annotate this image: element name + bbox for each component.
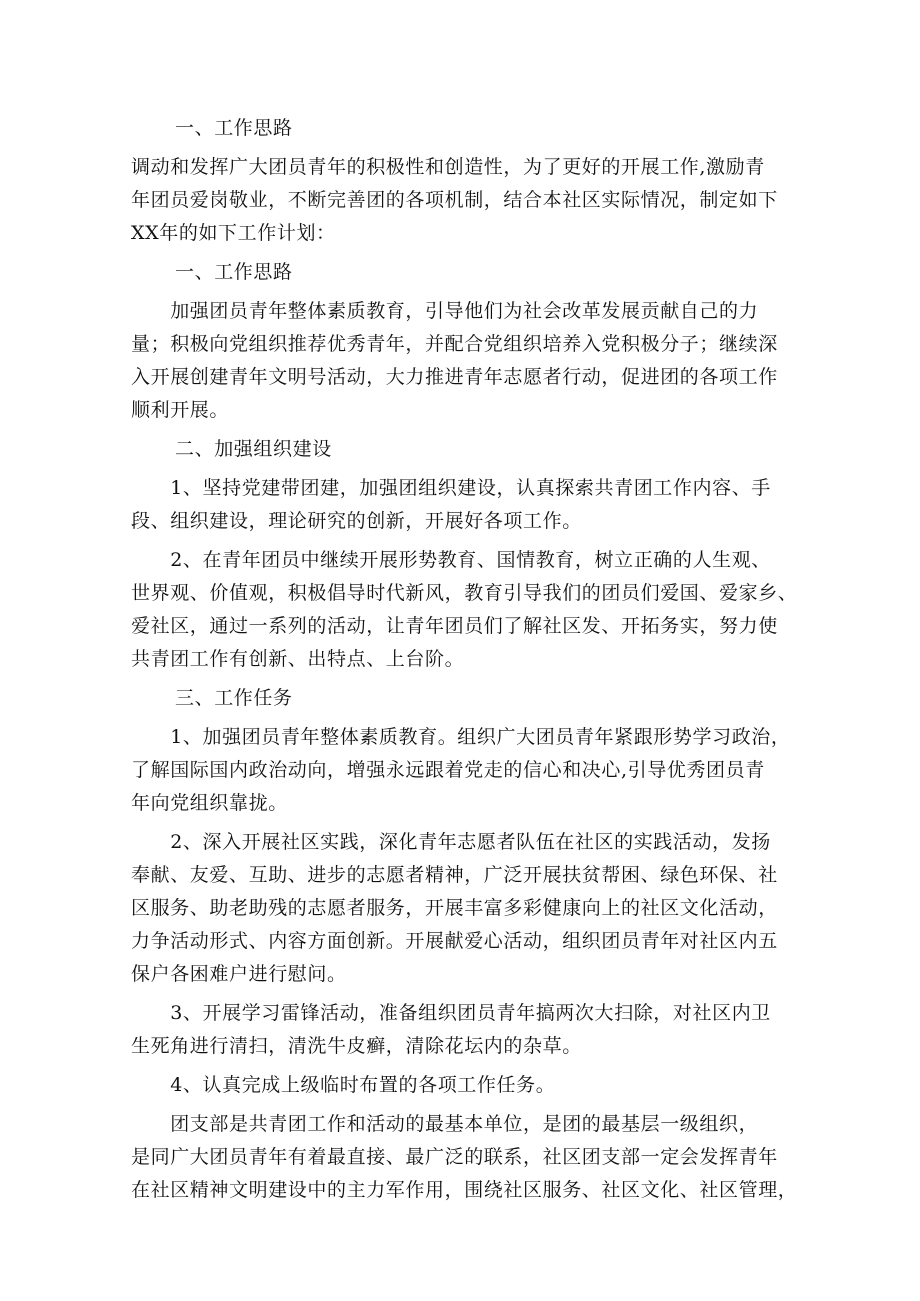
paragraph-line: 共青团工作有创新、出特点、上台阶。 [131, 648, 465, 670]
paragraph-line: 2、深入开展社区实践，深化青年志愿者队伍在社区的实践活动，发扬 [131, 831, 771, 853]
paragraph-line: 力争活动形式、内容方面创新。开展献爱心活动，组织团员青年对社区内五 [131, 930, 778, 952]
paragraph-line: 顺利开展。 [131, 399, 230, 421]
paragraph-line: 3、开展学习雷锋活动，准备组织团员青年搞两次大扫除，对社区内卫 [131, 1002, 771, 1024]
paragraph-line: 4、认真完成上级临时布置的各项工作任务。 [131, 1074, 556, 1096]
heading-text: 三、工作任务 [175, 687, 293, 709]
paragraph-line: 加强团员青年整体素质教育，引导他们为社会改革发展贡献自己的力 [131, 300, 759, 322]
heading-text: 一、工作思路 [175, 117, 293, 139]
section-heading [131, 256, 791, 289]
paragraph-line: 世界观、价值观，积极倡导时代新风，教育引导我们的团员们爱国、爱家乡、 [131, 582, 798, 604]
section-heading [131, 682, 791, 715]
paragraph-line: 保户各困难户进行慰问。 [131, 963, 347, 985]
paragraph-line: XX年的如下工作计划： [131, 222, 336, 244]
heading-text: 一、工作思路 [175, 261, 293, 283]
paragraph-line: 了解国际国内政治动向，增强永远跟着党走的信心和决心,引导优秀团员青 [131, 759, 765, 781]
paragraph-line: 区服务、助老助残的志愿者服务，开展丰富多彩健康向上的社区文化活动， [131, 897, 778, 919]
paragraph [131, 721, 791, 820]
paragraph [131, 1108, 798, 1207]
paragraph-line: 段、组织建设，理论研究的创新，开展好各项工作。 [131, 510, 582, 532]
paragraph-line: 年团员爱岗敬业，不断完善团的各项机制，结合本社区实际情况，制定如下 [131, 189, 778, 211]
paragraph-line: 奉献、友爱、互助、进步的志愿者精神，广泛开展扶贫帮困、绿色环保、社 [131, 864, 778, 886]
paragraph-line: 调动和发挥广大团员青年的积极性和创造性，为了更好的开展工作,激励青 [131, 156, 765, 178]
paragraph-line: 量；积极向党组织推荐优秀青年，并配合党组织培养入党积极分子；继续深 [131, 333, 778, 355]
paragraph [131, 295, 791, 427]
paragraph-line: 2、在青年团员中继续开展形势教育、国情教育，树立正确的人生观、 [131, 549, 771, 571]
paragraph-line: 是同广大团员青年有着最直接、最广泛的联系，社区团支部一定会发挥青年 [131, 1146, 778, 1168]
paragraph [131, 472, 791, 538]
paragraph [131, 544, 798, 676]
paragraph-line: 在社区精神文明建设中的主力军作用，围绕社区服务、社区文化、社区管理， [131, 1179, 798, 1201]
section-heading [131, 112, 791, 145]
paragraph [131, 826, 791, 991]
paragraph [131, 997, 791, 1063]
paragraph-line: 入开展创建青年文明号活动，大力推进青年志愿者行动，促进团的各项工作 [131, 366, 778, 388]
heading-text: 二、加强组织建设 [175, 438, 332, 460]
paragraph-line: 团支部是共青团工作和活动的最基本单位，是团的最基层一级组织， [131, 1113, 759, 1135]
document-body [131, 112, 798, 1207]
paragraph-line: 1、加强团员青年整体素质教育。组织广大团员青年紧跟形势学习政治， [131, 726, 791, 748]
paragraph [131, 151, 791, 250]
paragraph-line: 爱社区，通过一系列的活动，让青年团员们了解社区发、开拓务实，努力使 [131, 615, 778, 637]
paragraph-line: 生死角进行清扫，清洗牛皮癣，清除花坛内的杂草。 [131, 1035, 582, 1057]
section-heading [131, 433, 791, 466]
paragraph-line: 1、坚持党建带团建，加强团组织建设，认真探索共青团工作内容、手 [131, 477, 771, 499]
paragraph [131, 1069, 791, 1102]
paragraph-line: 年向党组织靠拢。 [131, 792, 288, 814]
